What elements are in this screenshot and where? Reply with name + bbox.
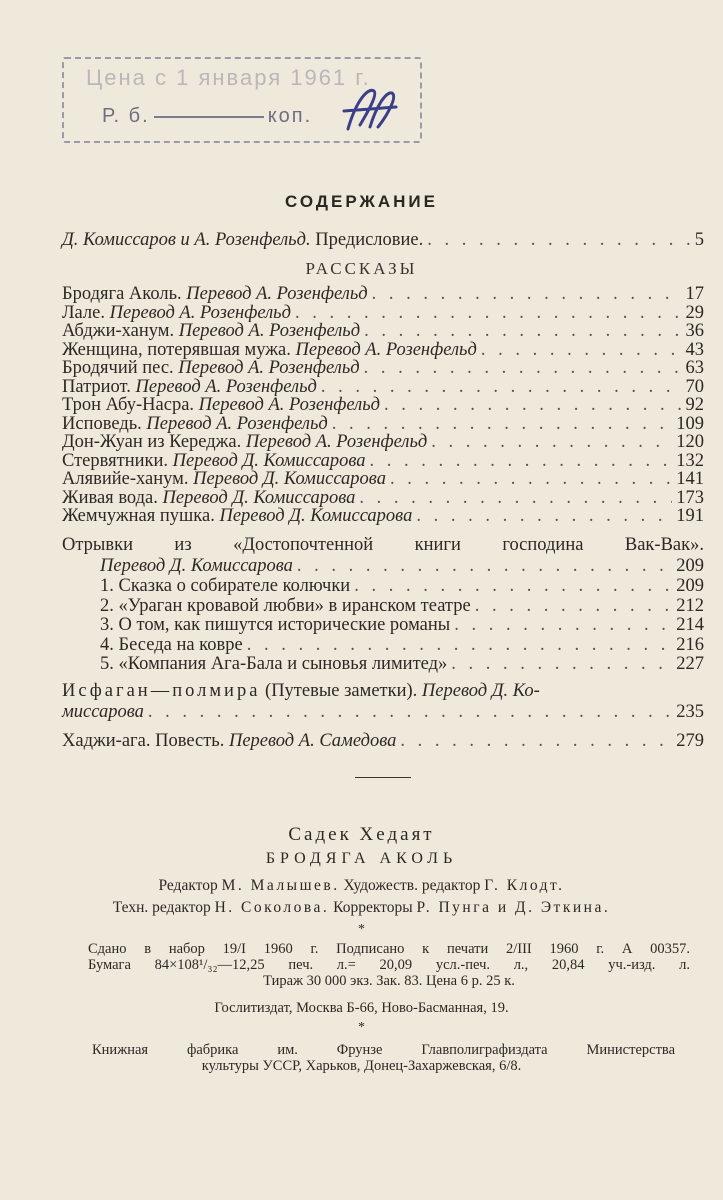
story-title: Трон Абу-Насра. xyxy=(62,395,195,415)
proofreaders-names: Р. Пунга и Д. Эткина. xyxy=(416,899,611,916)
imprint-author: Садек Хедаят xyxy=(288,824,435,845)
art-editor-label: Художеств. редактор xyxy=(343,877,481,894)
story-translator: Перевод А. Розенфельд xyxy=(146,413,328,434)
page-number: 36 xyxy=(685,321,704,341)
imprint-editors xyxy=(0,877,723,895)
story-title: Лале. xyxy=(62,302,105,323)
story-title: Исповедь. xyxy=(62,413,142,434)
page-number: 109 xyxy=(676,413,704,434)
sub-entry-title: 5. «Компания Ага-Бала и сыновья лимитед» xyxy=(100,654,448,674)
separator-star: * xyxy=(358,1020,365,1035)
imprint-tech-editor xyxy=(0,899,723,917)
dot-leader xyxy=(427,230,690,251)
stamp-blank-line xyxy=(154,116,264,118)
contents-heading: СОДЕРЖАНИЕ xyxy=(285,192,438,211)
stamp-rub-label: Р. б. xyxy=(102,105,150,127)
art-editor-name: Г. Клодт. xyxy=(484,877,565,894)
dot-leader xyxy=(400,731,672,752)
page-number: 29 xyxy=(685,302,704,323)
divider xyxy=(355,777,411,778)
page-number: 43 xyxy=(685,339,704,360)
page-number: 212 xyxy=(676,595,704,616)
page-number: 63 xyxy=(685,358,704,378)
hajji-translator: Перевод А. Самедова xyxy=(228,731,397,751)
story-translator: Перевод А. Розенфельд xyxy=(178,358,360,378)
page-number: 17 xyxy=(685,284,704,304)
dot-leader xyxy=(451,654,672,675)
story-translator: Перевод А. Розенфельд xyxy=(178,321,361,341)
page-number: 70 xyxy=(685,376,704,397)
page-number: 141 xyxy=(676,469,704,489)
stamp-kop-label: коп. xyxy=(267,105,313,127)
page-number: 132 xyxy=(676,450,704,471)
separator-star: * xyxy=(358,922,365,937)
story-translator: Перевод А. Розенфельд xyxy=(295,339,477,360)
story-translator: Перевод Д. Комиссарова xyxy=(162,487,356,508)
page-number: 191 xyxy=(676,506,704,526)
print-spec-line3: Тираж 30 000 экз. Зак. 83. Цена 6 р. 25 к. xyxy=(263,973,515,989)
isfahan-translator-part2: миссарова xyxy=(62,702,144,722)
toc-entry-hajji-aga[interactable] xyxy=(62,731,704,753)
story-title: Алявийе-ханум. xyxy=(62,469,189,489)
excerpts-translator: Перевод Д. Комиссарова xyxy=(100,556,293,576)
page-number: 120 xyxy=(676,432,704,452)
excerpts-title: Отрывки из «Достопочтенной книги господина Вак-Вак». xyxy=(62,535,704,555)
publisher-address: Гослитиздат, Москва Б-66, Ново-Басманная, 19. xyxy=(214,1000,509,1016)
story-translator: Перевод А. Розенфельд xyxy=(135,376,317,397)
page-number: 209 xyxy=(676,576,704,596)
printer-line2: культуры УССР, Харьков, Донец-Захаржевская, 6/8. xyxy=(201,1058,522,1074)
story-title: Патриот. xyxy=(62,376,131,397)
sub-entry-title: 1. Сказка о собирателе колючки xyxy=(100,576,351,596)
sub-entry-title: 2. «Ураган кровавой любви» в иранском театре xyxy=(100,595,471,616)
editor-label: Редактор xyxy=(158,877,218,894)
isfahan-subtitle: (Путевые заметки). xyxy=(265,681,418,701)
toc-entry-isfahan-line2[interactable] xyxy=(62,702,704,724)
page-number: 92 xyxy=(685,395,704,415)
story-translator: Перевод Д. Комиссарова xyxy=(172,450,366,471)
isfahan-translator-part1: Перевод Д. Ко- xyxy=(421,681,540,701)
dot-leader xyxy=(416,506,672,527)
story-translator: Перевод А. Розенфельд xyxy=(186,284,368,304)
proofreaders-label: Корректоры xyxy=(333,899,413,916)
page-number: 173 xyxy=(676,487,704,508)
story-translator: Перевод Д. Комиссарова xyxy=(193,469,386,489)
stamp-price-fields xyxy=(102,105,312,128)
page-number: 279 xyxy=(676,731,704,751)
toc-sub-entry[interactable] xyxy=(100,654,704,676)
page-number: 235 xyxy=(676,702,704,722)
preface-title: Предисловие. xyxy=(315,230,424,250)
toc-entry-isfahan-line1[interactable] xyxy=(62,681,704,702)
page-number: 227 xyxy=(676,654,704,674)
editor-name: М. Малышев. xyxy=(221,877,340,894)
dot-leader xyxy=(297,556,672,577)
preface-authors: Д. Комиссаров и А. Розенфельд. xyxy=(62,230,311,250)
imprint-book-title: БРОДЯГА АКОЛЬ xyxy=(265,850,458,867)
dot-leader xyxy=(354,576,672,597)
isfahan-title: Исфаган—полмира xyxy=(62,681,261,701)
story-translator: Перевод А. Розенфельд xyxy=(109,302,291,323)
section-title: РАССКАЗЫ xyxy=(305,259,418,278)
story-title: Живая вода. xyxy=(62,487,158,508)
page-number: 209 xyxy=(676,556,704,576)
story-translator: Перевод А. Розенфельд xyxy=(198,395,380,415)
handwritten-price-mark xyxy=(326,81,406,136)
story-title: Женщина, потерявшая мужа. xyxy=(62,339,291,360)
price-stamp xyxy=(62,57,422,143)
sub-entry-title: 3. О том, как пишутся исторические романы xyxy=(100,615,451,635)
dot-leader xyxy=(454,615,672,636)
story-translator: Перевод Д. Комиссарова xyxy=(219,506,413,526)
dot-leader xyxy=(148,702,672,723)
print-spec-line2: Бумага 84×108¹/₃₂—12,25 печ. л.= 20,09 усл.-печ. л., 20,84 уч.-изд. л. xyxy=(88,957,690,973)
toc-entry-excerpts[interactable] xyxy=(100,556,704,578)
story-title: Абджи-ханум. xyxy=(62,321,175,341)
dot-leader xyxy=(247,635,673,656)
toc-entry-preface[interactable] xyxy=(62,230,704,252)
page-number: 216 xyxy=(676,634,704,655)
printer-line1: Книжная фабрика им. Фрунзе Главполиграфиздата Министерства xyxy=(92,1042,675,1058)
sub-entry-title: 4. Беседа на ковре xyxy=(100,634,243,655)
story-translator: Перевод А. Розенфельд xyxy=(245,432,428,452)
stamp-price-date: Цена с 1 января 1961 г. xyxy=(86,65,371,90)
page-number: 5 xyxy=(694,230,704,250)
story-title: Бродячий пес. xyxy=(62,358,174,378)
story-title: Бродяга Аколь. xyxy=(62,284,182,304)
tech-editor-name: Н. Соколова. xyxy=(214,899,330,916)
story-title: Дон-Жуан из Кереджа. xyxy=(62,432,242,452)
tech-editor-label: Техн. редактор xyxy=(112,899,211,916)
story-title: Жемчужная пушка. xyxy=(62,506,215,526)
print-spec-line1: Сдано в набор 19/I 1960 г. Подписано к печати 2/III 1960 г. А 00357. xyxy=(88,941,690,957)
dot-leader xyxy=(475,596,673,617)
page-number: 214 xyxy=(676,615,704,635)
toc-entry[interactable] xyxy=(62,506,704,528)
story-title: Стервятники. xyxy=(62,450,169,471)
hajji-title: Хаджи-ага. Повесть. xyxy=(62,731,225,751)
